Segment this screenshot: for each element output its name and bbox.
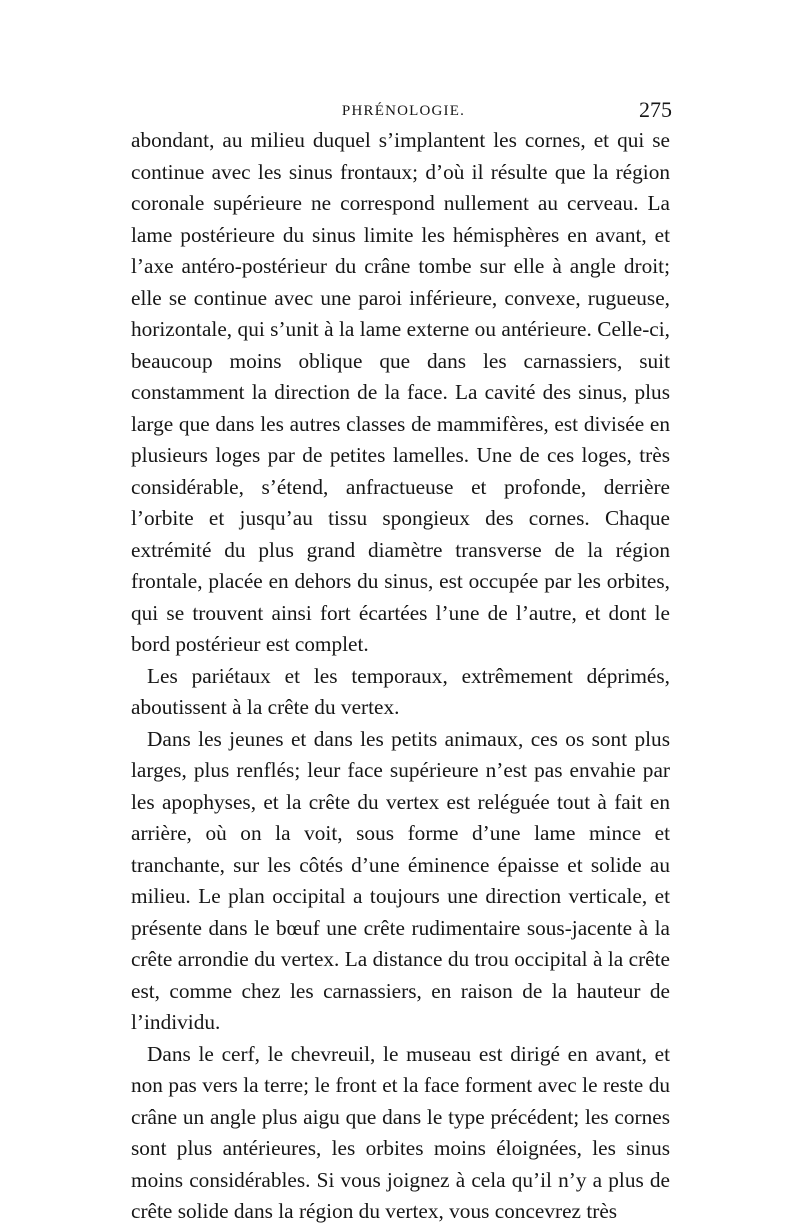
paragraph-continued: abondant, au milieu duquel s’implantent les cornes, et qui se continue avec les sinus frontaux; d’où il résulte que la région coronale supérieure ne correspond nullement au cerveau. La lame postérieure du sinus limite les hémisphères en avant, et l’axe antéro-postérieur du crâne tombe sur elle à angle droit; elle se continue avec une paroi inférieure, convexe, rugueuse, horizontale, qui s’unit à la lame externe ou antérieure. Celle-ci, beaucoup moins oblique que dans les carnassiers, suit constamment la direction de la face. La cavité des sinus, plus large que dans les autres classes de mammifères, est divisée en plusieurs loges par de petites lamelles. Une de ces loges, très considérable, s’étend, anfractueuse et profonde, derrière l’orbite et jusqu’au tissu spongieux des cornes. Chaque extrémité du plus grand diamètre transverse de la région frontale, placée en dehors du sinus, est occupée par les orbites, qui se trouvent ainsi fort écartées l’une de l’autre, et dont le bord postérieur est complet. [131, 128, 670, 656]
paragraph: Les pariétaux et les temporaux, extrêmement déprimés, aboutissent à la crête du vertex. [131, 663, 670, 719]
page-number: 275 [639, 97, 672, 122]
running-head [131, 97, 676, 127]
paragraph: Dans les jeunes et dans les petits animaux, ces os sont plus larges, plus renflés; leur face supérieure n’est pas envahie par les apophyses, et la crête du vertex est reléguée tout à fait en arrière, où on la voit, sous forme d’une lame mince et tranchante, sur les côtés d’une éminence épaisse et solide au milieu. Le plan occipital a toujours une direction verticale, et présente dans le bœuf une crête rudimentaire sous-jacente à la crête arrondie du vertex. La distance du trou occipital à la crête est, comme chez les carnassiers, en raison de la hauteur de l’individu. [131, 726, 670, 1034]
body-text [131, 125, 670, 1228]
running-title: PHRÉNOLOGIE. [341, 103, 466, 119]
paragraph: Dans le cerf, le chevreuil, le museau est dirigé en avant, et non pas vers la terre; le front et la face forment avec le reste du crâne un angle plus aigu que dans le type précédent; les cornes sont plus antérieures, les orbites moins éloignées, les sinus moins considérables. Si vous joignez à cela qu’il n’y a plus de crête solide dans la région du vertex, vous concevrez très [131, 1041, 670, 1223]
